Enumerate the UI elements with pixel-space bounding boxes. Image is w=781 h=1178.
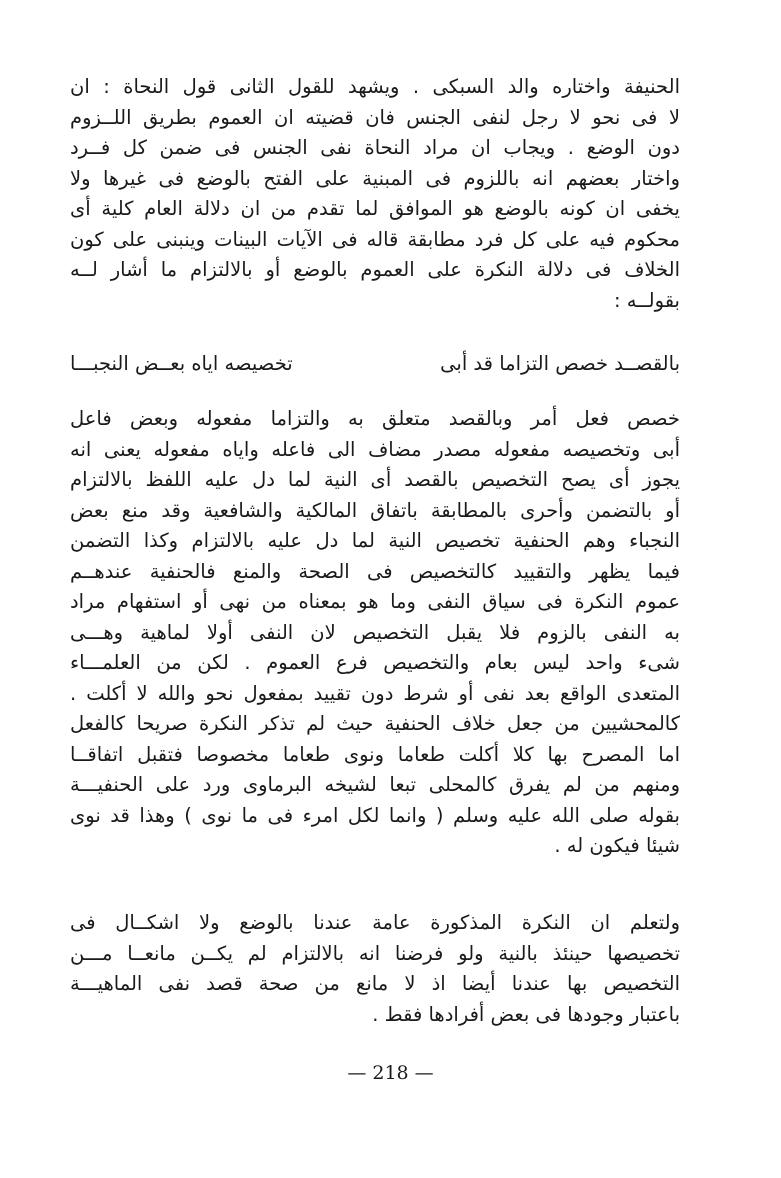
text-line: أبى وتخصيصه مفعوله مصدر مضاف الى فاعله واياه مفعوله يعنى انه — [70, 437, 680, 461]
text-line: أو بالتضمن وأحرى بالمطابقة باتفاق المالكية والشافعية وقد منع بعض — [70, 498, 680, 522]
text-line: يخفى ان كونه بالوضع هو الموافق لما تقدم من ان دلالة العام كلية أى — [70, 197, 680, 220]
text-line: خصص فعل أمر وبالقصد متعلق به والتزاما مفعوله وبعض فاعل — [70, 407, 680, 430]
text-line: واختار بعضهم انه باللزوم فى المبنية على الفتح بالوضع فى غيرها ولا — [70, 166, 680, 190]
text-line: الخلاف فى دلالة النكرة على العموم بالوضع أو بالالتزام ما أشار لــه — [70, 258, 680, 281]
text-line: باعتبار وجودها فى بعض أفرادها فقط . — [372, 1002, 680, 1026]
text-line: بقولــه : — [614, 288, 680, 312]
verse-first-hemistich: بالقصــد خصص التزاما قد أبى — [440, 352, 680, 375]
text-line: بقوله صلى الله عليه وسلم ( وانما لكل امرء فى ما نوى ) وهذا قد نوى — [70, 803, 680, 827]
paragraph-3 — [70, 908, 680, 1030]
text-line: التخصيص بها عندنا أيضا اذ لا مانع من صحة قصد نفى الماهيـــة — [70, 972, 680, 995]
text-line: اما المصرح بها كلا أكلت طعاما ونوى طعاما مخصوصا فتقبل اتفاقــا — [70, 742, 680, 766]
text-line: النجباء وهم الحنفية تخصيص النية لما دل عليه بالالتزام وكذا التضمن — [70, 529, 680, 552]
text-line: شىء واحد ليس بعام والتخصيص فرع العموم . لكن من العلمـــاء — [70, 651, 680, 674]
page-number: — 218 — — [347, 1062, 434, 1084]
text-line: فيما يظهر والتقييد كالتخصيص فى الصحة والمنع فالحنفية عندهــم — [70, 559, 680, 583]
text-line: عموم النكرة فى سياق النفى وما هو بمعناه من نهى أو استفهام مراد — [70, 590, 680, 613]
text-line: شيئا فيكون له . — [554, 834, 680, 857]
text-line: دون الوضع . ويجاب ان مراد النحاة نفى الجنس فى ضمن كل فــرد — [70, 136, 680, 159]
verse-line — [70, 348, 680, 380]
text-line: ومنهم من لم يفرق كالمحلى تبعا لشيخه البرماوى ورد على الحنفيـــة — [70, 773, 680, 796]
paragraph-1 — [70, 72, 680, 316]
paragraph-2 — [70, 404, 680, 862]
text-line: ولتعلم ان النكرة المذكورة عامة عندنا بالوضع ولا اشكــال فى — [70, 911, 680, 934]
verse-second-hemistich: تخصيصه اياه بعــض النجبـــا — [70, 352, 293, 375]
text-line: تخصيصها حينئذ بالنية ولو فرضنا انه بالالتزام لم يكــن مانعــا مـــن — [70, 941, 680, 965]
text-line: الحنيفة واختاره والد السبكى . ويشهد للقول الثانى قول النحاة : ان — [70, 75, 680, 98]
text-line: لا فى نحو لا رجل لنفى الجنس فان قضيته ان العموم بطريق اللــزوم — [70, 105, 680, 129]
text-line: محكوم فيه على كل فرد مطابقة قاله فى الآيات البينات وينبنى على كون — [70, 227, 680, 251]
text-line: يجوز أى يصح التخصيص بالقصد أى النية لما دل عليه اللفظ بالالتزام — [70, 468, 680, 491]
text-line: المتعدى الواقع بعد نفى أو شرط دون تقييد بمفعول نحو والله لا أكلت . — [70, 681, 680, 705]
text-line: كالمحشيين من جعل خلاف الحنفية حيث لم تذكر النكرة صريحا كالفعل — [70, 712, 680, 735]
text-line: به النفى بالزوم فلا يقبل التخصيص لان النفى أولا لماهية وهـــى — [70, 620, 680, 644]
